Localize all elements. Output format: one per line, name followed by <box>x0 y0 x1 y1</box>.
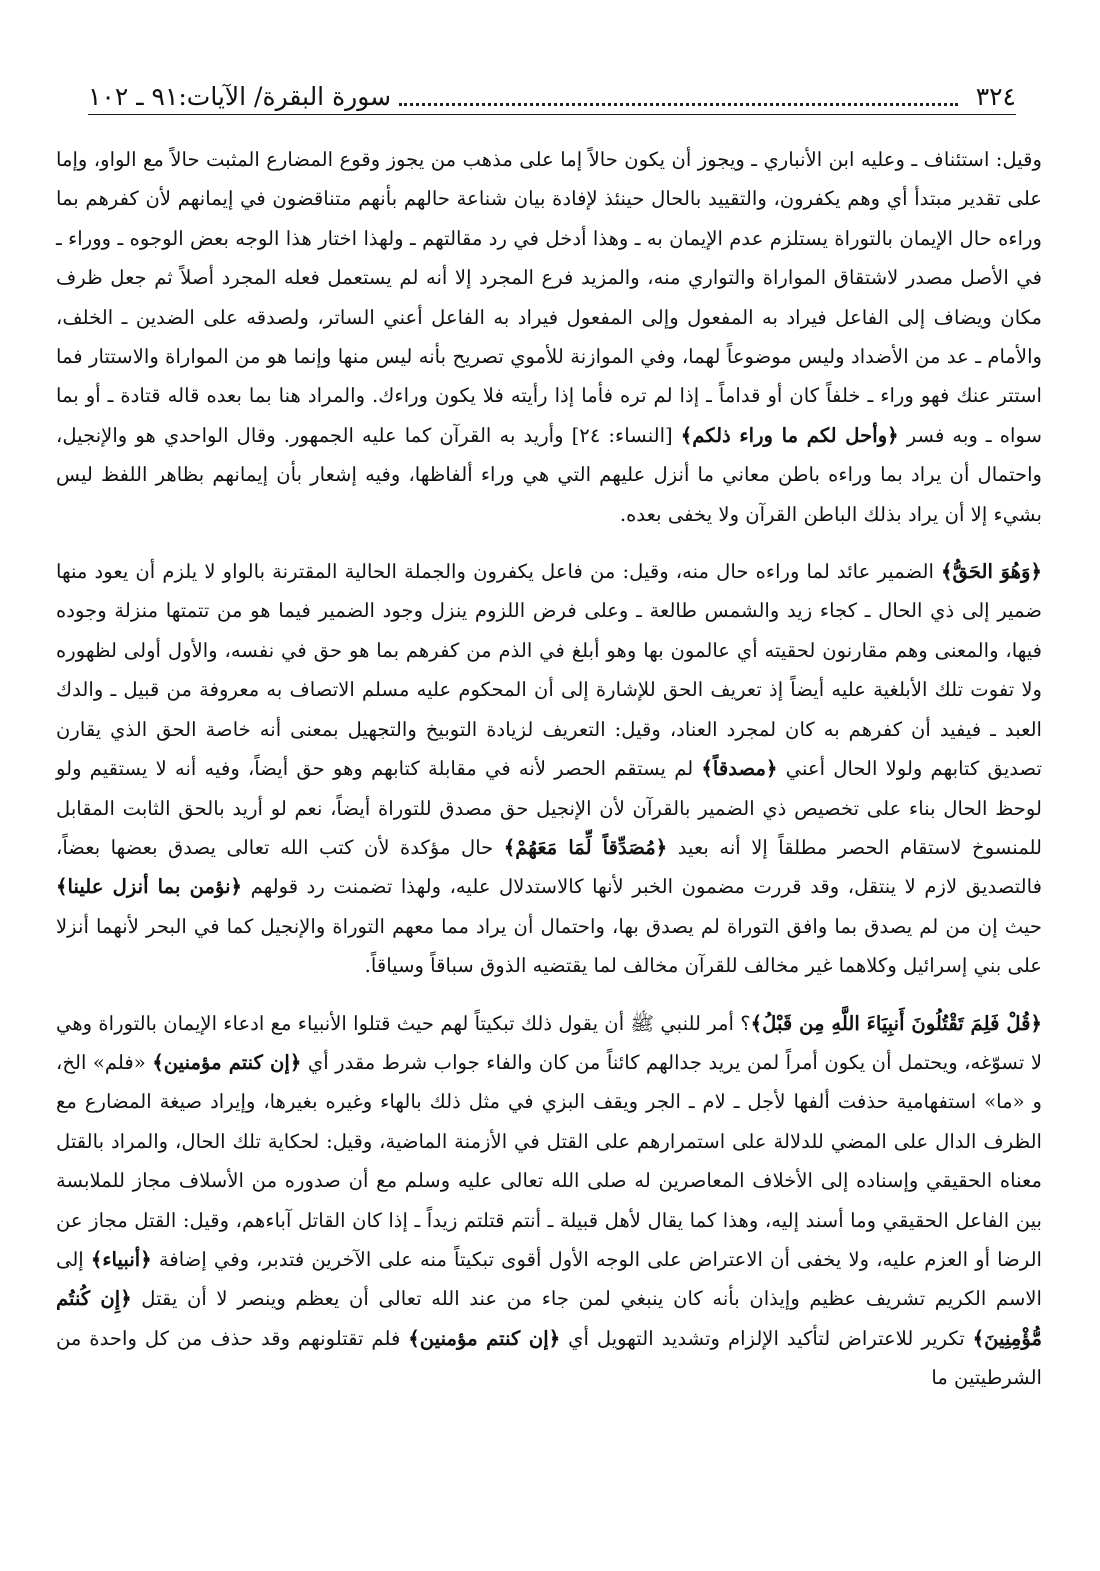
page-header <box>88 78 1016 115</box>
text-segment: فلم تقتلونهم وقد حذف من كل واحدة من الشرطيتين ما <box>56 1326 1042 1390</box>
quran-quote: ﴿وأحل لكم ما وراء ذلكم﴾ <box>680 423 899 447</box>
quran-quote: ﴿مصدقاً﴾ <box>701 757 778 781</box>
running-title: سورة البقرة/ الآيات: <box>178 81 392 111</box>
text-segment: ؟ أمر للنبي ﷺ أن يقول ذلك تبكيتاً لهم حيث قتلوا الأنبياء مع ادعاء الإيمان بالتوراة وهي لا تسوّغه، ويحتمل أن يكون أمراً لمن يريد جدالهم كائناً من كان والفاء جواب شرط مقدر أي <box>56 1011 1042 1074</box>
quran-quote: ﴿إن كنتم مؤمنين﴾ <box>152 1050 302 1074</box>
dot-leader <box>399 99 958 106</box>
text-segment: الضمير عائد لما وراءه حال منه، وقيل: من فاعل يكفرون والجملة الحالية المقترنة بالواو لا يلزم أن يعود منها ضمير إلى ذي الحال ـ كجاء زيد والشمس طالعة ـ وعلى فرض اللزوم ينزل وجود الضمير فيما هو من تتمتها منزلة وجوده فيها، والمعنى وهم مقارنون لحقيته أي عالمون بها وهو أبلغ في الذم من كفرهم بما هو حق في نفسه، والأول أولى لظهوره ولا تفوت تلك الأبلغية عليه أيضاً إذ تعريف الحق للإشارة إلى أن المحكوم عليه مسلم الاتصاف به معروفة من قبيل ـ والدك العبد ـ فيفيد أن كفرهم به كان لمجرد العناد، وقيل: التعريف لزيادة التوبيخ والتجهيل بمعنى أنه خاصة الحق الذي يقارن تصديق كتابهم ولولا الحال أعني <box>56 560 1042 781</box>
text-segment: «فلم» الخ، و «ما» استفهامية حذفت ألفها لأجل ـ لام ـ الجر ويقف البزي في مثل ذلك بالهاء وغيره بغيرها، وإيراد صيغة المضارع مع الظرف الدال على المضي للدلالة على استمرارهم على القتل في الأزمنة الماضية، وقيل: لحكاية تلك الحال، والمراد بالقتل معناه الحقيقي وإسناده إلى الأخلاف المعاصرين له صلى الله تعالى عليه وسلم مع أن صدوره من الأسلاف مجاز للملابسة بين الفاعل الحقيقي وما أسند إليه، وهذا كما يقال لأهل قبيلة ـ أنتم قتلتم زيداً ـ إذا كان القاتل آباءهم، وقيل: القتل مجاز عن الرضا أو العزم عليه، ولا يخفى أن الاعتراض على الوجه الأول أقوى تبكيتاً منه على الآخرين فتدبر، وفي إضافة <box>56 1050 1042 1271</box>
paragraph-3 <box>56 1004 1042 1398</box>
paragraph-1 <box>56 140 1042 534</box>
quran-quote: ﴿قُلْ فَلِمَ تَقْتُلُونَ أَنبِيَاءَ اللَّهِ مِن قَبْلُ﴾ <box>750 1011 1043 1035</box>
text-segment: إلى الاسم الكريم تشريف عظيم وإيذان بأنه كان ينبغي لمن جاء من عند الله تعالى أن يعظم وينصر لا أن يقتل <box>56 1247 1042 1311</box>
verse-range: ٩١ ـ ١٠٢ <box>88 81 179 111</box>
text-segment: [النساء: ٢٤] وأريد به القرآن كما عليه الجمهور. وقال الواحدي هو والإنجيل، واحتمال أن يراد بما وراءه باطن معاني ما أنزل عليهم التي هي وراء ألفاظها، وفيه إشعار بأن إيمانهم بظاهر اللفظ ليس بشيء إلا أن يراد بذلك الباطن القرآن ولا يخفى بعده. <box>56 423 1042 526</box>
text-segment: حيث إن من لم يصدق بما وافق التوراة لم يصدق بها، واحتمال أن يراد مما معهم التوراة والإنجيل كما في البحر لأنهما أنزلا على بني إسرائيل وكلاهما غير مخالف للقرآن مخالف لما يقتضيه الذوق سباقاً وسياقاً. <box>56 914 1042 978</box>
text-segment: لم يستقم الحصر لأنه في مقابلة كتابهم وهو حق أيضاً، وفيه أنه لا يستقيم ولو لوحظ الحال بناء على تخصيص ذي الضمير بالقرآن لأن الإنجيل حق مصدق للتوراة أيضاً، نعم لو أريد بالحق الثابت المقابل للمنسوخ لاستقام الحصر مطلقاً إلا أنه بعيد <box>56 757 1042 859</box>
quran-quote: ﴿إِن كُنتُم مُّؤْمِنِينَ﴾ <box>56 1287 1042 1350</box>
text-segment: وقيل: استئناف ـ وعليه ابن الأنباري ـ ويجوز أن يكون حالاً إما على مذهب من يجوز وقوع المضارع المثبت حالاً مع الواو، وإما على تقدير مبتدأ أي وهم يكفرون، والتقييد بالحال حينئذ لإفادة بيان شناعة حالهم بأنهم متناقضون في إيمانهم لأن كفرهم بما وراءه حال الإيمان بالتوراة يستلزم عدم الإيمان به ـ وهذا أدخل في رد مقالتهم ـ ولهذا اختار هذا الوجه بعض الوجوه ـ ووراء ـ في الأصل مصدر لاشتقاق المواراة والتواري منه، والمزيد فرع المجرد إلا أنه لم يستعمل فعله المجرد أصلاً ثم جعل ظرف مكان ويضاف إلى الفاعل فيراد به المفعول وإلى المفعول فيراد به الفاعل أعني الساتر، ولصدقه على الضدين ـ الخلف، والأمام ـ عد من الأضداد وليس موضوعاً لهما، وفي الموازنة للأموي تصريح بأنه ليس منها وإنما هو من المواراة والاستتار فما استتر عنك فهو وراء ـ خلفاً كان أو قداماً ـ إذا لم تره فأما إذا رأيته فلا يكون وراءك. والمراد هنا بما بعده قاله قتادة ـ أو بما سواه ـ وبه فسر <box>56 148 1042 447</box>
quran-quote: ﴿وَهُوَ الحَقُّ﴾ <box>941 560 1042 584</box>
quran-quote: ﴿إن كنتم مؤمنين﴾ <box>408 1326 561 1350</box>
text-segment: تكرير للاعتراض لتأكيد الإلزام وتشديد التهويل أي <box>560 1326 973 1350</box>
page-body <box>56 140 1042 1398</box>
paragraph-2 <box>56 552 1042 985</box>
quran-quote: ﴿مُصَدِّقاً لِّمَا مَعَهُمْ﴾ <box>503 835 668 859</box>
text-segment: حال مؤكدة لأن كتب الله تعالى يصدق بعضها بعضاً، فالتصديق لازم لا ينتقل، وقد قررت مضمون الخبر لأنها كالاستدلال عليه، ولهذا تضمنت رد قولهم <box>56 835 1042 899</box>
quran-quote: ﴿نؤمن بما أنزل علينا﴾ <box>56 875 243 899</box>
quran-quote: ﴿أنبياء﴾ <box>90 1247 152 1271</box>
page-number: ٣٢٤ <box>975 81 1016 111</box>
